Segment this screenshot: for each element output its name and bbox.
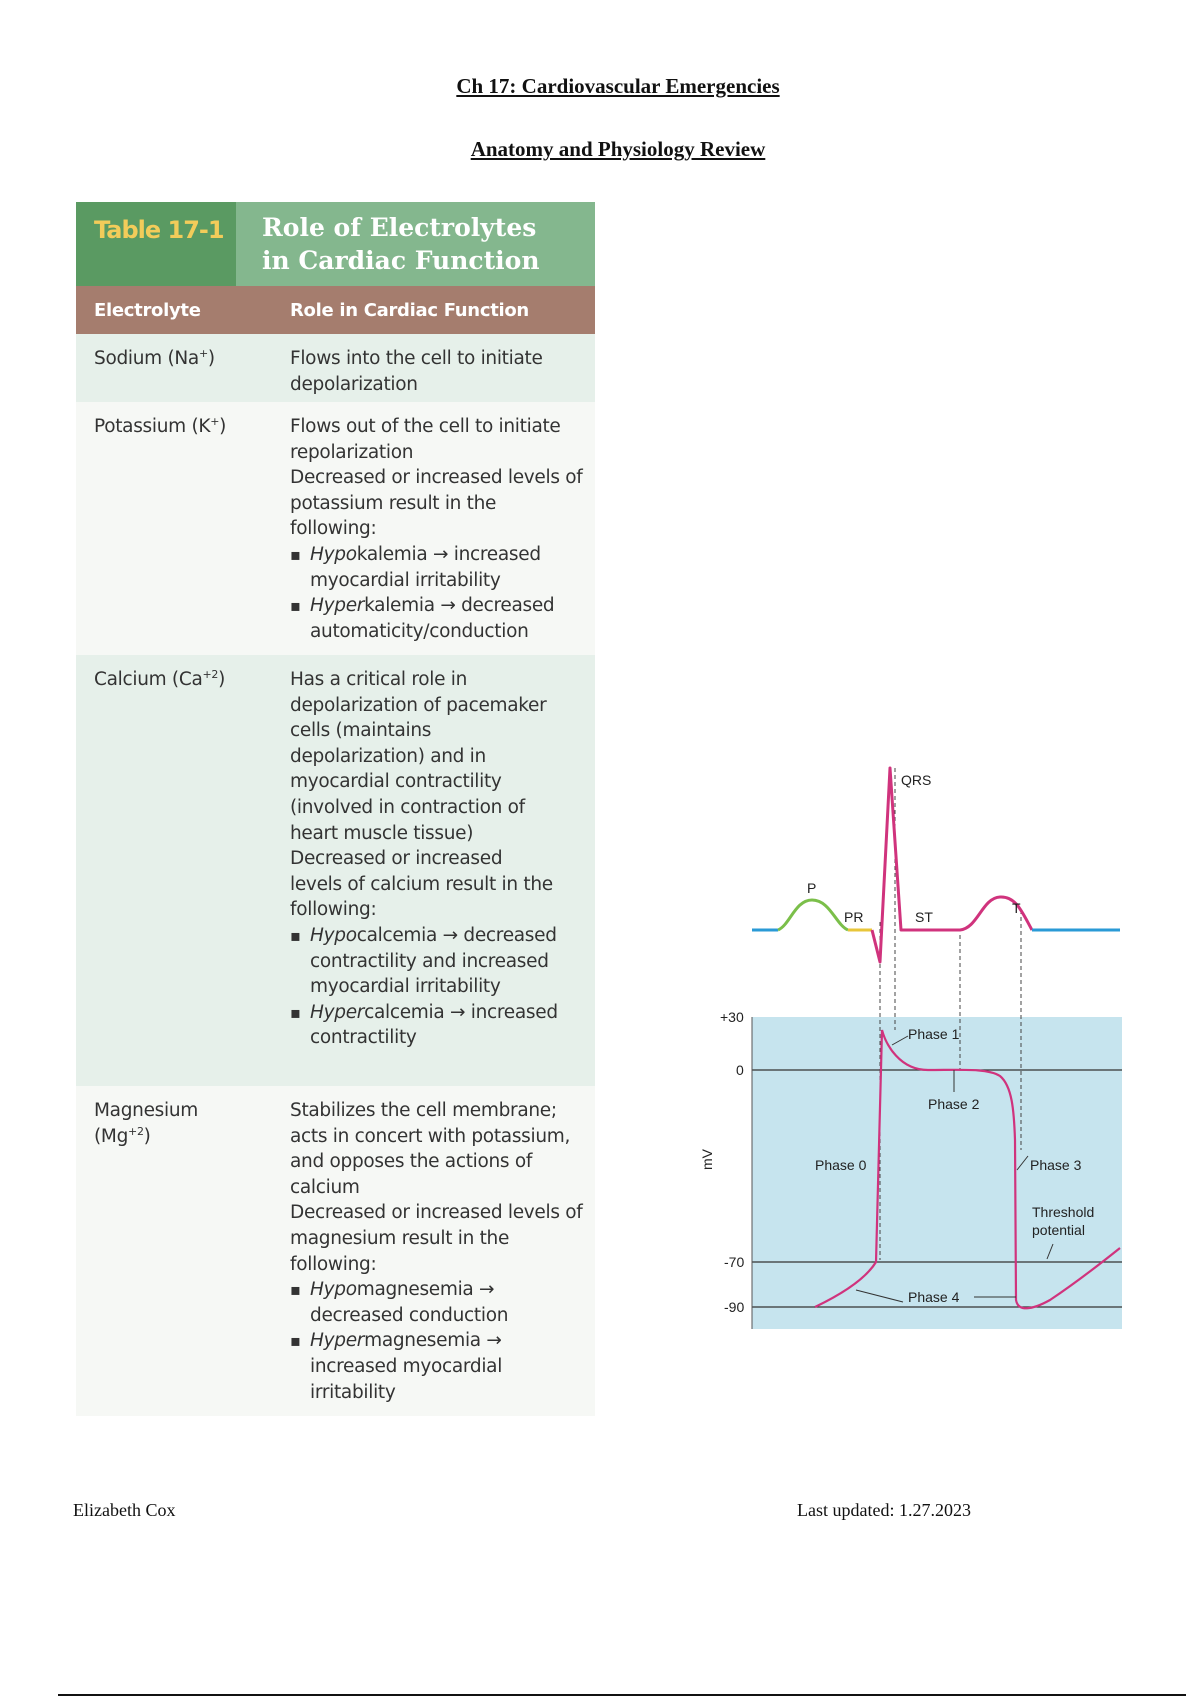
qrs-st-t-wave <box>872 768 1032 962</box>
table-row-sodium <box>76 334 595 402</box>
action-potential-figure <box>660 700 1140 1350</box>
section-title: Anatomy and Physiology Review <box>470 137 766 161</box>
pr-label: PR <box>844 909 864 925</box>
p-label: P <box>807 880 817 896</box>
table-row-magnesium <box>76 1086 595 1416</box>
electrolyte-role: Has a critical role in depolarization of pacemaker cells (maintains depolarization) and in myocardial contractility (involved in contraction of heart muscle tissue) Decreased or increased levels of calcium result in the following: ▪ Hypocalcemia → decreased contractility and increased myocardial irritability ▪ Hypercalcemia → increased contractility <box>290 655 595 1086</box>
phase2-label: Phase 2 <box>928 1096 980 1112</box>
table-title-line2: in Cardiac Function <box>262 246 540 275</box>
author: Elizabeth Cox <box>73 1500 176 1520</box>
action-potential-panel <box>752 1017 1122 1329</box>
table-row-calcium <box>76 655 595 1086</box>
phase0-label: Phase 0 <box>815 1157 867 1173</box>
column-header-electrolyte: Electrolyte <box>94 299 201 321</box>
table-number: Table 17-1 <box>76 202 236 286</box>
axis-label: mV <box>699 1149 715 1170</box>
table-title <box>236 202 595 286</box>
table-row-potassium <box>76 402 595 655</box>
electrolyte-role: Stabilizes the cell membrane; acts in concert with potassium, and opposes the actions of calcium Decreased or increased levels of magnesium result in the following: ▪ Hypomagnesemia → decreased conduction ▪ Hypermagnesemia → increased myocardial irritability <box>290 1086 595 1416</box>
phase3-label: Phase 3 <box>1030 1157 1082 1173</box>
list-item: ▪ Hypocalcemia → decreased contractility and increased myocardial irritability <box>290 923 559 1000</box>
table-title-bar <box>76 202 595 286</box>
qrs-label: QRS <box>901 772 932 788</box>
last-updated: Last updated: 1.27.2023 <box>797 1500 971 1520</box>
st-label: ST <box>915 909 933 925</box>
electrolyte-name: Potassium (K+) <box>94 414 227 437</box>
column-header-role: Role in Cardiac Function <box>290 299 529 321</box>
table-header-row <box>76 286 595 334</box>
electrolyte-name: Sodium (Na+) <box>94 346 215 369</box>
p-wave <box>778 900 848 930</box>
ecg-action-potential-diagram <box>660 700 1140 1350</box>
tick-label: 0 <box>736 1062 744 1078</box>
electrolyte-role: Flows into the cell to initiate depolarization <box>290 348 543 395</box>
electrolytes-table <box>76 202 595 1416</box>
table-title-line1: Role of Electrolytes <box>262 213 537 242</box>
electrolyte-role: Flows out of the cell to initiate repolarization Decreased or increased levels of potassium result in the following: ▪ Hypokalemia → increased myocardial irritability ▪ Hyperkalemia → decreased automaticity/conduction <box>290 402 595 655</box>
threshold-label-line1: Threshold <box>1032 1204 1095 1220</box>
electrolyte-name: Calcium $(Ca^{+2})$ <box>94 667 226 690</box>
electrolyte-name: Magnesium $(Mg^{+2})$ <box>94 1100 198 1147</box>
tick-label: +30 <box>720 1009 744 1025</box>
list-item: ▪ Hyperkalemia → decreased automaticity/conduction <box>290 593 583 644</box>
tick-label: -90 <box>724 1299 745 1315</box>
threshold-label-line2: potential <box>1032 1222 1085 1238</box>
bottom-rule <box>58 1694 1186 1696</box>
t-label: T <box>1012 900 1021 916</box>
page-title: Ch 17: Cardiovascular Emergencies <box>456 74 780 98</box>
tick-label: -70 <box>724 1254 745 1270</box>
phase1-label: Phase 1 <box>908 1026 960 1042</box>
list-item: ▪ Hypercalcemia → increased contractility <box>290 1000 559 1051</box>
phase4-label: Phase 4 <box>908 1289 960 1305</box>
list-item: ▪ Hypomagnesemia → decreased conduction <box>290 1277 583 1328</box>
list-item: ▪ Hypermagnesemia → increased myocardial irritability <box>290 1328 583 1405</box>
list-item: ▪ Hypokalemia → increased myocardial irritability <box>290 542 583 593</box>
